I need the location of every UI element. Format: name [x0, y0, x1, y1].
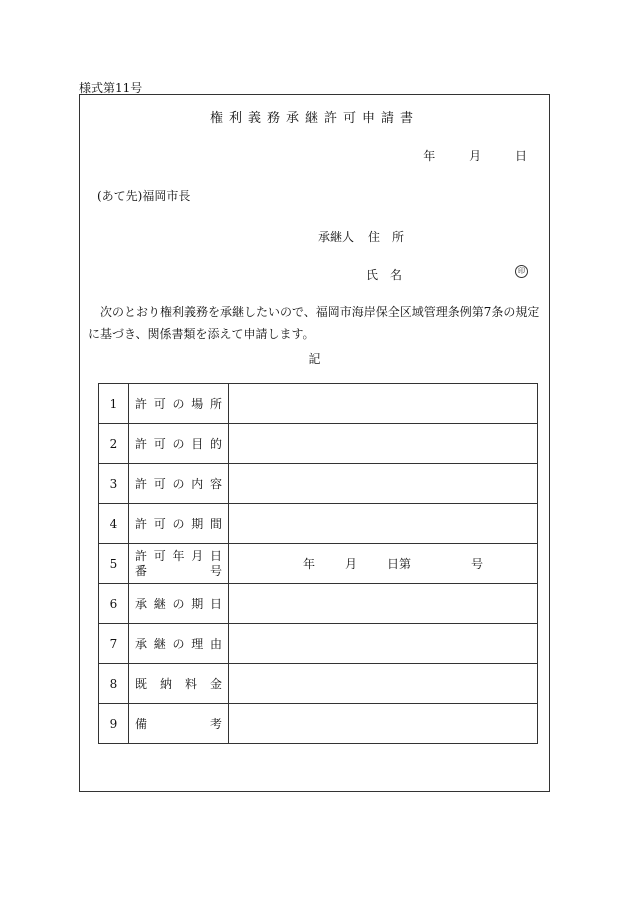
table-row — [99, 584, 538, 624]
row-label-text: 承 継 の 期 日 — [135, 597, 222, 611]
row-label-line2: 番 号 — [135, 563, 222, 578]
table-row — [99, 504, 538, 544]
row-number: 9 — [99, 704, 129, 744]
heir-address-row — [318, 228, 404, 245]
row-label — [129, 544, 229, 584]
row-number: 5 — [99, 544, 129, 584]
row-value-field[interactable] — [229, 424, 538, 464]
table-row — [99, 384, 538, 424]
table-row — [99, 544, 538, 584]
address-label: 住 所 — [368, 230, 405, 244]
addressee: (あて先)福岡市長 — [97, 189, 191, 203]
row-number: 3 — [99, 464, 129, 504]
table-row — [99, 424, 538, 464]
row-label — [129, 384, 229, 424]
row-number: 7 — [99, 624, 129, 664]
row-number: 8 — [99, 664, 129, 704]
row-label-text: 既 納 料 金 — [135, 677, 222, 691]
form-number: 様式第11号 — [79, 81, 143, 95]
document-title: 権利義務承継許可申請書 — [209, 111, 419, 126]
row-label-text: 備 考 — [135, 717, 222, 731]
row-value-field[interactable] — [229, 544, 538, 584]
row-value-field[interactable] — [229, 384, 538, 424]
row-label-text: 許 可 の 場 所 — [135, 397, 222, 411]
row-label-text: 許 可 の 内 容 — [135, 477, 222, 491]
details-table — [98, 383, 538, 744]
date-line — [393, 147, 527, 164]
value-go: 号 — [471, 557, 484, 571]
value-month: 月 — [344, 557, 357, 571]
date-year: 年 — [423, 149, 436, 163]
row-value-field[interactable] — [229, 584, 538, 624]
row-label — [129, 624, 229, 664]
application-form — [79, 94, 550, 792]
table-row — [99, 664, 538, 704]
row-label — [129, 424, 229, 464]
permit-date-number — [229, 555, 537, 572]
row-label — [129, 584, 229, 624]
row-number: 6 — [99, 584, 129, 624]
date-day: 日 — [514, 149, 527, 163]
row-value-field[interactable] — [229, 504, 538, 544]
row-value-field[interactable] — [229, 624, 538, 664]
name-label: 氏 名 — [366, 268, 403, 282]
body-text: 次のとおり権利義務を承継したいので、福岡市海岸保全区域管理条例第7条の規定に基づき、関係書類を添えて申請します。 — [88, 305, 540, 341]
row-label — [129, 504, 229, 544]
row-label-text: 承 継 の 理 由 — [135, 637, 222, 651]
row-number: 2 — [99, 424, 129, 464]
date-month: 月 — [469, 149, 482, 163]
table-row — [99, 704, 538, 744]
row-label — [129, 464, 229, 504]
row-number: 1 — [99, 384, 129, 424]
row-value-field[interactable] — [229, 664, 538, 704]
seal-mark: 印 — [515, 265, 528, 278]
row-value-field[interactable] — [229, 704, 538, 744]
row-label — [129, 664, 229, 704]
heir-label: 承継人 — [318, 230, 355, 244]
row-label-line1: 許 可 年 月 日 — [135, 548, 222, 563]
value-year: 年 — [302, 557, 315, 571]
row-value-field[interactable] — [229, 464, 538, 504]
row-label — [129, 704, 229, 744]
table-row — [99, 464, 538, 504]
row-number: 4 — [99, 504, 129, 544]
ki-heading: 記 — [308, 352, 321, 366]
table-row — [99, 624, 538, 664]
row-label-text: 許 可 の 目 的 — [135, 437, 222, 451]
value-day-no: 日第 — [387, 557, 412, 571]
row-label-text: 許 可 の 期 間 — [135, 517, 222, 531]
